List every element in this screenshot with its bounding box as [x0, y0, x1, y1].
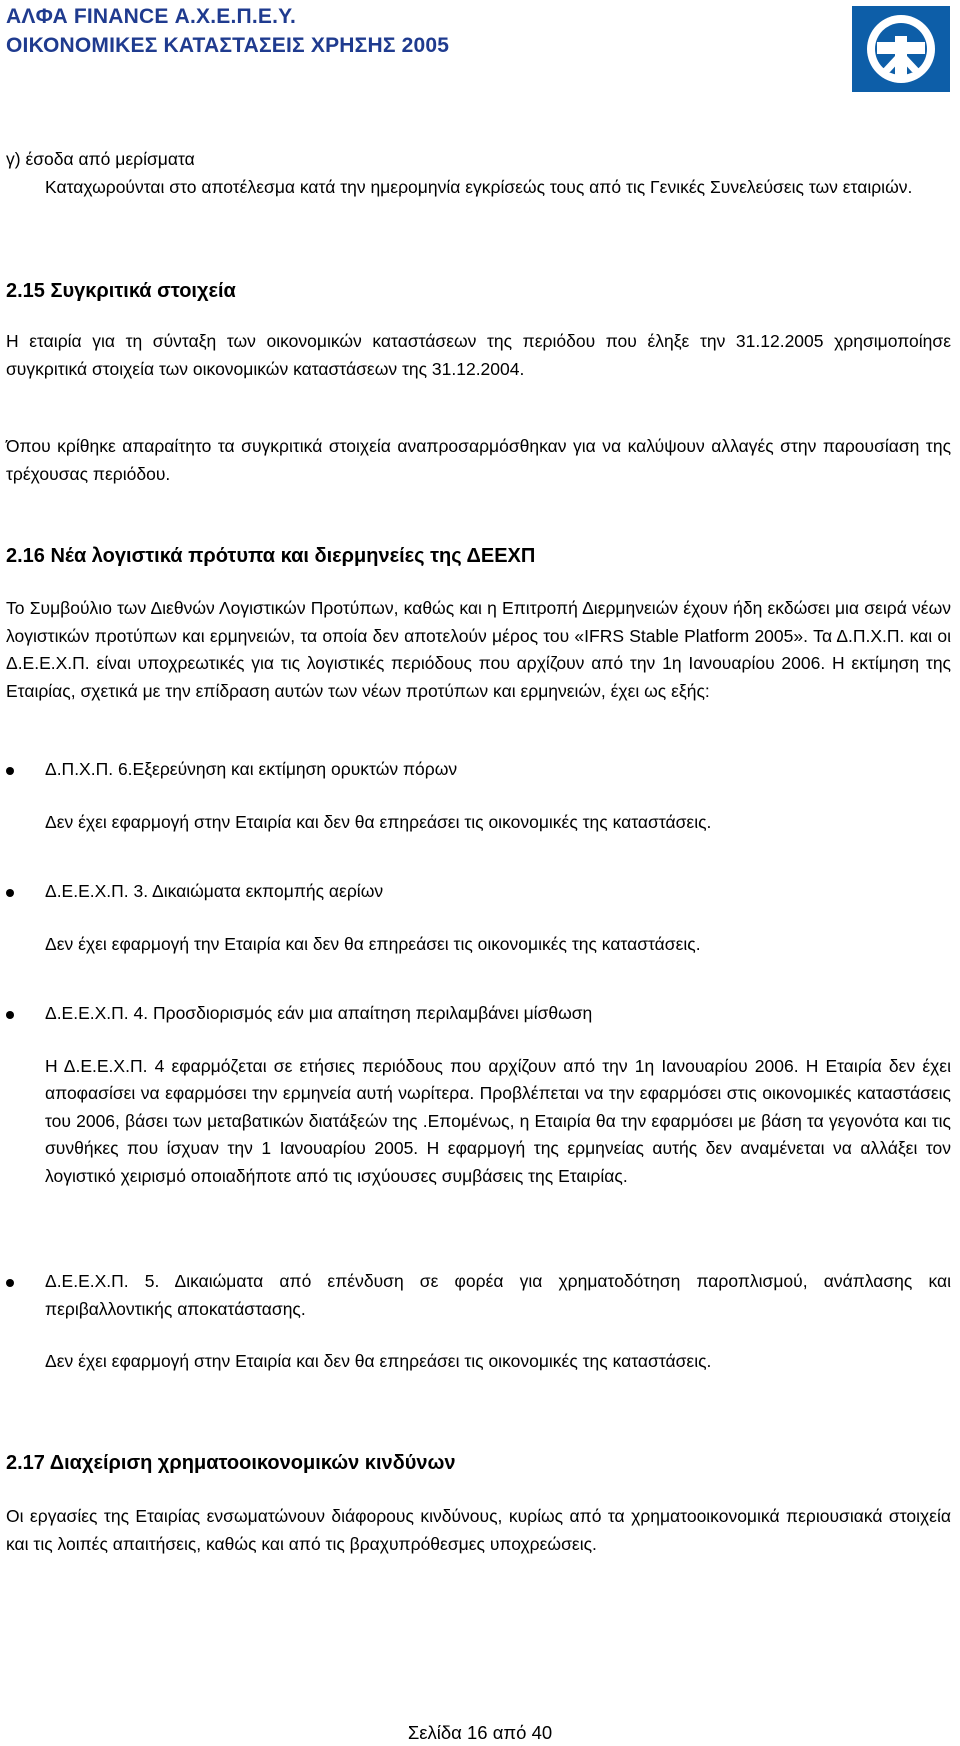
list-item-title: Δ.Ε.Ε.Χ.Π. 4. Προσδιορισμός εάν μια απαίτηση περιλαμβάνει μίσθωση — [45, 1003, 593, 1023]
section-2-15-p1: Η εταιρία για τη σύνταξη των οικονομικών καταστάσεων της περιόδου που έληξε την 31.12.2005 χρησιμοποίησε συγκριτικά στοιχεία των οικονομικών καταστάσεων της 31.12.2004. — [6, 331, 951, 379]
section-2-17-text: Οι εργασίες της Εταιρίας ενσωματώνουν διάφορους κινδύνους, κυρίως από τα χρηματοοικονομικά περιουσιακά στοιχεία και τις λοιπές απαιτήσεις, καθώς και από τις βραχυπρόθεσμες υποχρεώσεις. — [6, 1506, 951, 1554]
section-2-15 — [6, 278, 951, 306]
section-2-16-title: 2.16 Νέα λογιστικά πρότυπα και διερμηνείες της ΔΕΕΧΠ — [6, 545, 536, 567]
list-item-body: Δεν έχει εφαρμογή στην Εταιρία και δεν θα επηρεάσει τις οικονομικές της καταστάσεις. — [45, 811, 712, 832]
list-item — [6, 1000, 951, 1190]
list-item-body: Η Δ.Ε.Ε.Χ.Π. 4 εφαρμόζεται σε ετήσιες περιόδους που αρχίζουν από την 1η Ιανουαρίου 2006. Η Εταιρία δεν έχει αποφασίσει να εφαρμόσει την ερμηνεία αυτή νωρίτερα. Προβλέπεται να την εφαρμόσει στις οικονομικές καταστάσεις του 2006, βάσει των μεταβατικών διατάξεών της .Επομένως, η Εταιρία θα την εφαρμόσει με βάση τα γεγονότα και τις συνθήκες που ίσχυαν την 1 Ιανουαρίου 2005. Η εφαρμογή της ερμηνείας αυτής δεν αναμένεται να αλλάξει τον λογιστικό χειρισμό οποιαδήποτε από τις ισχύουσες συμβάσεις της Εταιρίας. — [45, 1055, 951, 1186]
section-2-16-intro: Το Συμβούλιο των Διεθνών Λογιστικών Προτύπων, καθώς και η Επιτροπή Διερμηνειών έχουν ήδη εκδώσει μια σειρά νέων λογιστικών προτύπων και ερμηνειών, τα οποία δεν αποτελούν μέρος του «IFRS Stable Platform 2005». Τα Δ.Π.Χ.Π. και οι Δ.Ε.Ε.Χ.Π. είναι υποχρεωτικές για τις λογιστικές περιόδους που αρχίζουν από την 1η Ιανουαρίου 2006. Η εκτίμηση της Εταιρίας, σχετικά με την επίδραση αυτών των νέων προτύπων και ερμηνειών, έχει ως εξής: — [6, 598, 951, 701]
list-item-title: Δ.Π.Χ.Π. 6.Εξερεύνηση και εκτίμηση ορυκτών πόρων — [45, 759, 458, 779]
section-2-16-title-wrap — [6, 543, 951, 571]
list-item-title: Δ.Ε.Ε.Χ.Π. 3. Δικαιώματα εκπομπής αερίων — [45, 881, 384, 901]
bullet-icon — [6, 889, 14, 897]
bullet-icon — [6, 1279, 14, 1287]
company-name: ΑΛΦΑ FINANCE Α.Χ.Ε.Π.Ε.Υ. — [6, 5, 297, 28]
list-item — [6, 878, 951, 958]
list-item — [6, 1268, 951, 1376]
list-item-body: Δεν έχει εφαρμογή την Εταιρία και δεν θα επηρεάσει τις οικονομικές της καταστάσεις. — [45, 933, 701, 954]
dividends-section — [6, 146, 951, 201]
section-2-17-title: 2.17 Διαχείριση χρηματοοικονομικών κινδύνων — [6, 1452, 456, 1474]
bullet-icon — [6, 767, 14, 775]
page-number: Σελίδα 16 από 40 — [407, 1722, 553, 1743]
list-item-body: Δεν έχει εφαρμογή στην Εταιρία και δεν θα επηρεάσει τις οικονομικές της καταστάσεις. — [45, 1351, 712, 1371]
dividends-text: Καταχωρούνται στο αποτέλεσμα κατά την ημερομηνία εγκρίσεώς τους από τις Γενικές Συνελεύσεις των εταιριών. — [45, 176, 913, 197]
section-2-15-p2: Όπου κρίθηκε απαραίτητο τα συγκριτικά στοιχεία αναπροσαρμόσθηκαν για να καλύψουν αλλαγές στην παρουσίαση της τρέχουσας περιόδου. — [6, 436, 951, 484]
list-item-title: Δ.Ε.Ε.Χ.Π. 5. Δικαιώματα από επένδυση σε φορέα για χρηματοδότηση παροπλισμού, ανάπλασης και περιβαλλοντικής αποκατάστασης. — [45, 1271, 951, 1319]
bullet-icon — [6, 1011, 14, 1019]
page-header — [6, 2, 449, 60]
alpha-bank-logo-icon — [852, 6, 950, 92]
section-2-17-title-wrap — [6, 1450, 951, 1478]
list-item — [6, 756, 951, 836]
report-title: ΟΙΚΟΝΟΜΙΚΕΣ ΚΑΤΑΣΤΑΣΕΙΣ ΧΡΗΣΗΣ 2005 — [6, 34, 450, 57]
section-2-15-title: 2.15 Συγκριτικά στοιχεία — [6, 280, 236, 302]
dividends-label: γ) έσοδα από μερίσματα — [6, 149, 195, 169]
